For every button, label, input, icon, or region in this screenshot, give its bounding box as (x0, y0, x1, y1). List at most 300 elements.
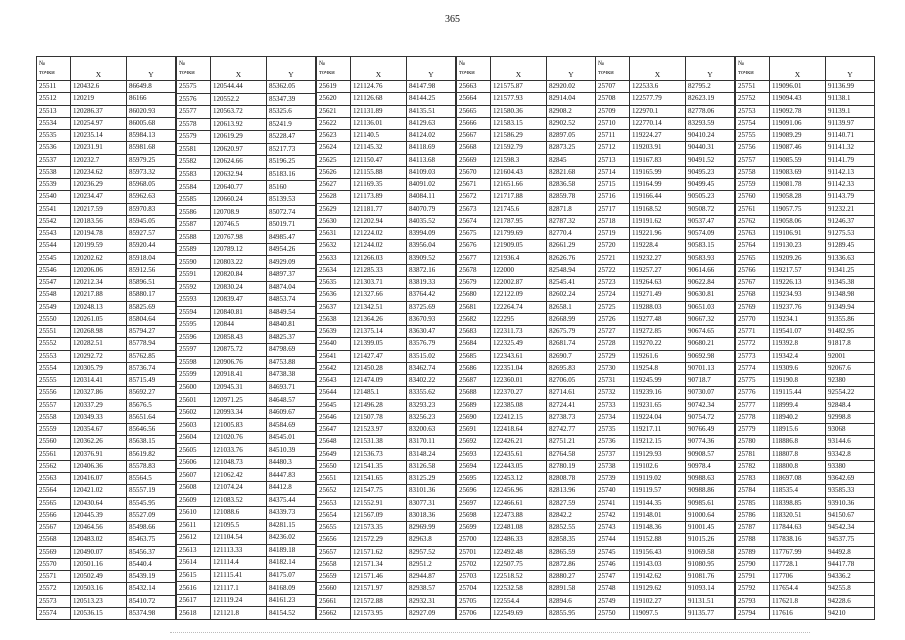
point-number-cell: 25648 (317, 436, 351, 448)
table-row (177, 507, 316, 520)
table-row (37, 436, 176, 448)
x-cell: 121799.69 (491, 228, 547, 240)
x-cell: 119058.28 (770, 191, 826, 203)
y-header: Y (686, 57, 735, 81)
x-cell: 122351.04 (491, 362, 547, 374)
table-row (37, 338, 176, 350)
x-cell: 120624.66 (211, 156, 267, 169)
table-row (736, 240, 875, 252)
x-cell: 120839.47 (211, 294, 267, 307)
point-number-cell: 25566 (37, 509, 71, 521)
table-row (596, 387, 735, 399)
point-number-cell: 25604 (177, 431, 211, 444)
x-cell: 119261.6 (630, 350, 686, 362)
point-number-cell: 25537 (37, 154, 71, 166)
point-number-cell: 25671 (457, 179, 491, 191)
y-cell: 82778.06 (686, 105, 735, 117)
table-row (457, 448, 596, 460)
x-cell: 121375.14 (351, 326, 407, 338)
table-row (596, 424, 735, 436)
table-row (37, 571, 176, 583)
point-number-cell: 25738 (596, 460, 630, 472)
table-row (317, 473, 456, 485)
point-number-cell: 25571 (37, 571, 71, 583)
y-cell: 90674.65 (686, 326, 735, 338)
x-cell: 120501.16 (71, 558, 127, 570)
x-cell: 119130.23 (770, 240, 826, 252)
y-cell: 85973.32 (127, 166, 176, 178)
y-cell: 85578.83 (127, 460, 176, 472)
table-row (177, 319, 316, 332)
y-cell: 90988.86 (686, 485, 735, 497)
point-number-cell: 25670 (457, 166, 491, 178)
x-cell: 120432.6 (71, 81, 127, 93)
point-number-cell: 25628 (317, 191, 351, 203)
table-row (317, 215, 456, 227)
table-row (596, 154, 735, 166)
y-cell: 85564.5 (127, 473, 176, 485)
header-point-word: точки (179, 68, 195, 76)
table-row (736, 166, 875, 178)
point-number-cell: 25789 (736, 546, 770, 558)
x-header: X (491, 57, 547, 81)
x-cell: 120660.24 (211, 193, 267, 206)
x-cell: 121586.29 (491, 130, 547, 142)
table-row (317, 534, 456, 546)
x-cell: 122360.01 (491, 375, 547, 387)
table-row (177, 106, 316, 119)
point-number-cell: 25721 (596, 252, 630, 264)
table-row (457, 387, 596, 399)
x-cell: 119309.6 (770, 362, 826, 374)
y-cell: 84147.98 (407, 81, 456, 93)
x-cell: 118697.08 (770, 473, 826, 485)
table-row (457, 166, 596, 178)
y-cell: 94492.8 (826, 546, 875, 558)
table-row (457, 350, 596, 362)
x-cell: 118940.2 (770, 411, 826, 423)
table-row (37, 546, 176, 558)
y-cell: 92380 (826, 375, 875, 387)
point-number-cell: 25696 (457, 485, 491, 497)
y-cell: 85196.25 (267, 156, 316, 169)
table-row (596, 179, 735, 191)
y-cell: 90410.24 (686, 130, 735, 142)
x-cell: 121474.09 (351, 375, 407, 387)
x-cell: 121575.87 (491, 81, 547, 93)
table-row (596, 583, 735, 595)
x-cell: 121531.38 (351, 436, 407, 448)
table-row (736, 460, 875, 472)
point-number-cell: 25770 (736, 313, 770, 325)
table-row (736, 534, 875, 546)
x-cell: 120421.02 (71, 485, 127, 497)
y-cell: 82545.41 (547, 277, 596, 289)
y-cell: 82658.1 (547, 301, 596, 313)
table-row (596, 497, 735, 509)
y-cell: 90574.09 (686, 228, 735, 240)
point-number-cell: 25741 (596, 497, 630, 509)
x-cell: 121020.76 (211, 431, 267, 444)
table-row (736, 607, 875, 619)
x-cell: 121507.78 (351, 411, 407, 423)
table-row (37, 595, 176, 607)
point-number-cell: 25675 (457, 228, 491, 240)
table-row (317, 338, 456, 350)
x-cell: 117728.1 (770, 558, 826, 570)
x-cell: 120464.56 (71, 522, 127, 534)
point-number-cell: 25593 (177, 294, 211, 307)
x-cell: 120232.7 (71, 154, 127, 166)
point-number-cell: 25747 (596, 571, 630, 583)
point-number-cell: 25545 (37, 252, 71, 264)
x-cell: 119094.43 (770, 93, 826, 105)
table-row (457, 595, 596, 607)
x-cell: 119271.49 (630, 289, 686, 301)
x-cell: 118999.4 (770, 399, 826, 411)
x-cell: 120217.88 (71, 289, 127, 301)
y-cell: 83148.24 (407, 448, 456, 460)
table-row (37, 558, 176, 570)
point-number-cell: 25538 (37, 166, 71, 178)
point-number-cell: 25746 (596, 558, 630, 570)
x-cell: 122518.52 (491, 571, 547, 583)
x-cell: 122122.09 (491, 289, 547, 301)
x-cell: 120563.72 (211, 106, 267, 119)
point-number-cell: 25588 (177, 231, 211, 244)
table-row (177, 218, 316, 231)
table-row (37, 424, 176, 436)
point-number-cell: 25778 (736, 411, 770, 423)
table-row (37, 105, 176, 117)
point-number-cell: 25612 (177, 532, 211, 545)
table-row (736, 313, 875, 325)
y-cell: 84070.79 (407, 203, 456, 215)
table-row (457, 81, 596, 93)
point-number-cell: 25637 (317, 301, 351, 313)
table-row (457, 534, 596, 546)
table-row (37, 252, 176, 264)
x-cell: 119092.78 (770, 105, 826, 117)
x-cell: 119342.4 (770, 350, 826, 362)
y-cell: 84118.69 (407, 142, 456, 154)
y-cell: 85651.64 (127, 411, 176, 423)
point-number-cell: 25722 (596, 264, 630, 276)
x-cell: 121117.1 (211, 582, 267, 595)
table-row (317, 460, 456, 472)
table-row (37, 277, 176, 289)
y-cell: 82920.02 (547, 81, 596, 93)
table-row (317, 424, 456, 436)
point-number-cell: 25719 (596, 228, 630, 240)
x-cell: 120840.81 (211, 306, 267, 319)
coordinate-table (456, 56, 596, 620)
point-number-cell: 25655 (317, 522, 351, 534)
x-cell: 120349.33 (71, 411, 127, 423)
table-row (317, 571, 456, 583)
x-cell: 119217.57 (770, 264, 826, 276)
header-num-sign: № (738, 60, 745, 68)
point-number-cell: 25678 (457, 264, 491, 276)
y-cell: 82872.86 (547, 558, 596, 570)
x-cell: 120219 (71, 93, 127, 105)
point-number-cell: 25687 (457, 375, 491, 387)
x-cell: 121033.76 (211, 444, 267, 457)
y-cell: 83819.33 (407, 277, 456, 289)
point-number-cell: 25587 (177, 218, 211, 231)
table-row (177, 181, 316, 194)
coordinate-table (735, 56, 875, 620)
y-cell: 85183.16 (267, 168, 316, 181)
table-row (177, 331, 316, 344)
y-cell: 85241.9 (267, 118, 316, 131)
y-cell: 85498.66 (127, 522, 176, 534)
table-row (736, 301, 875, 313)
y-cell: 93585.33 (826, 485, 875, 497)
point-number-cell: 25611 (177, 519, 211, 532)
y-cell: 83126.58 (407, 460, 456, 472)
x-cell: 120971.25 (211, 394, 267, 407)
x-cell: 119221.96 (630, 228, 686, 240)
y-cell: 82661.29 (547, 240, 596, 252)
table-row (736, 473, 875, 485)
point-number-cell: 25553 (37, 350, 71, 362)
y-cell: 83293.23 (407, 399, 456, 411)
point-number-cell: 25627 (317, 179, 351, 191)
y-header: Y (826, 57, 875, 81)
point-number-cell: 25619 (317, 81, 351, 93)
point-number-cell: 25573 (37, 595, 71, 607)
point-number-cell: 25547 (37, 277, 71, 289)
table-row (37, 350, 176, 362)
y-cell: 83170.11 (407, 436, 456, 448)
x-cell: 121583.15 (491, 117, 547, 129)
point-number-cell: 25549 (37, 301, 71, 313)
y-cell: 92554.22 (826, 387, 875, 399)
table-row (37, 154, 176, 166)
point-number-cell: 25672 (457, 191, 491, 203)
table-row (596, 289, 735, 301)
point-number-cell: 25633 (317, 252, 351, 264)
x-cell: 121787.95 (491, 215, 547, 227)
x-cell: 119232.27 (630, 252, 686, 264)
x-cell: 119245.99 (630, 375, 686, 387)
y-cell: 93068 (826, 424, 875, 436)
table-row (736, 252, 875, 264)
x-cell: 119096.01 (770, 81, 826, 93)
y-cell: 82764.58 (547, 448, 596, 460)
table-row (736, 497, 875, 509)
point-number-cell: 25558 (37, 411, 71, 423)
table-row (736, 117, 875, 129)
x-cell: 121303.71 (351, 277, 407, 289)
y-cell: 90730.07 (686, 387, 735, 399)
y-cell: 91341.25 (826, 264, 875, 276)
y-cell: 84129.63 (407, 117, 456, 129)
x-cell: 119191.62 (630, 215, 686, 227)
y-cell: 84853.74 (267, 294, 316, 307)
table-row (457, 338, 596, 350)
point-number-cell: 25752 (736, 93, 770, 105)
table-row (457, 215, 596, 227)
y-cell: 84412.8 (267, 482, 316, 495)
x-cell: 118320.51 (770, 509, 826, 521)
point-number-cell: 25589 (177, 243, 211, 256)
table-row (736, 595, 875, 607)
x-cell: 119119.57 (630, 485, 686, 497)
point-number-cell: 25654 (317, 509, 351, 521)
point-number-cell: 25570 (37, 558, 71, 570)
x-cell: 120268.98 (71, 326, 127, 338)
y-cell: 90583.93 (686, 252, 735, 264)
table-row (596, 436, 735, 448)
x-cell: 120918.41 (211, 369, 267, 382)
y-cell: 85374.98 (127, 607, 176, 619)
y-cell: 90742.34 (686, 399, 735, 411)
x-cell: 121342.51 (351, 301, 407, 313)
point-number-cell: 25556 (37, 387, 71, 399)
table-row (177, 143, 316, 156)
y-cell: 94336.2 (826, 571, 875, 583)
y-cell: 84144.25 (407, 93, 456, 105)
x-cell: 122473.88 (491, 509, 547, 521)
table-row (596, 485, 735, 497)
table-row (317, 411, 456, 423)
point-number-cell: 25600 (177, 381, 211, 394)
table-row (736, 424, 875, 436)
point-number-cell: 25617 (177, 594, 211, 607)
table-row (37, 240, 176, 252)
table-row (317, 154, 456, 166)
table-row (596, 117, 735, 129)
y-header: Y (127, 57, 176, 81)
point-number-cell: 25513 (37, 105, 71, 117)
y-cell: 82770.4 (547, 228, 596, 240)
table-row (596, 264, 735, 276)
x-cell: 121005.83 (211, 419, 267, 432)
y-cell: 84161.23 (267, 594, 316, 607)
y-cell: 82855.95 (547, 607, 596, 619)
y-cell: 82938.57 (407, 583, 456, 595)
table-row (317, 105, 456, 117)
point-number-cell: 25766 (736, 264, 770, 276)
point-number-cell: 25635 (317, 277, 351, 289)
x-cell: 120789.12 (211, 243, 267, 256)
point-number-cell: 25656 (317, 534, 351, 546)
table-row (736, 81, 875, 93)
table-row (37, 142, 176, 154)
x-cell: 121124.76 (351, 81, 407, 93)
y-cell: 85676.5 (127, 399, 176, 411)
x-cell: 119091.06 (770, 117, 826, 129)
point-number-cell: 25775 (736, 375, 770, 387)
x-cell: 122532.58 (491, 583, 547, 595)
table-row (596, 571, 735, 583)
x-cell: 118886.8 (770, 436, 826, 448)
point-number-cell: 25749 (596, 595, 630, 607)
x-cell: 121113.33 (211, 544, 267, 557)
y-cell: 82742.77 (547, 424, 596, 436)
x-cell: 122770.14 (630, 117, 686, 129)
y-cell: 85646.56 (127, 424, 176, 436)
table-row (37, 166, 176, 178)
x-cell: 120875.72 (211, 344, 267, 357)
y-cell: 91345.38 (826, 277, 875, 289)
x-cell: 121598.3 (491, 154, 547, 166)
x-header: X (71, 57, 127, 81)
table-row (177, 81, 316, 94)
x-cell: 120502.49 (71, 571, 127, 583)
y-cell: 84798.69 (267, 344, 316, 357)
y-cell: 82908.2 (547, 105, 596, 117)
point-number-cell: 25777 (736, 399, 770, 411)
y-cell: 82668.99 (547, 313, 596, 325)
point-number-cell: 25592 (177, 281, 211, 294)
y-cell: 82902.52 (547, 117, 596, 129)
table-row (177, 594, 316, 607)
y-cell: 94210 (826, 607, 875, 619)
y-cell: 85984.13 (127, 130, 176, 142)
x-cell: 120199.59 (71, 240, 127, 252)
point-number-cell: 25681 (457, 301, 491, 313)
table-row (177, 431, 316, 444)
point-number-cell: 25541 (37, 203, 71, 215)
x-cell: 121580.36 (491, 105, 547, 117)
x-cell: 120544.44 (211, 81, 267, 94)
table-row (37, 460, 176, 472)
y-cell: 84135.51 (407, 105, 456, 117)
y-cell: 91139.1 (826, 105, 875, 117)
point-number-cell: 25701 (457, 546, 491, 558)
x-cell: 122453.12 (491, 473, 547, 485)
point-number-cell: 25706 (457, 607, 491, 619)
y-cell: 91136.99 (826, 81, 875, 93)
y-cell: 86020.93 (127, 105, 176, 117)
x-cell: 121572.29 (351, 534, 407, 546)
x-cell: 121126.68 (351, 93, 407, 105)
y-cell: 82602.24 (547, 289, 596, 301)
table-row (317, 607, 456, 619)
y-cell: 82795.2 (686, 81, 735, 93)
table-row (457, 497, 596, 509)
y-cell: 85715.49 (127, 375, 176, 387)
point-number-cell: 25792 (736, 583, 770, 595)
point-number-cell: 25624 (317, 142, 351, 154)
y-cell: 82623.19 (686, 93, 735, 105)
x-cell: 120183.56 (71, 215, 127, 227)
x-cell: 118398.85 (770, 497, 826, 509)
y-cell: 82675.79 (547, 326, 596, 338)
y-cell: 85927.57 (127, 228, 176, 240)
point-number-cell: 25715 (596, 179, 630, 191)
point-number-cell: 25584 (177, 181, 211, 194)
y-cell: 90614.66 (686, 264, 735, 276)
x-cell: 120640.77 (211, 181, 267, 194)
point-number-cell: 25554 (37, 362, 71, 374)
table-row (457, 460, 596, 472)
table-row (736, 448, 875, 460)
x-cell: 121450.28 (351, 362, 407, 374)
x-header: X (630, 57, 686, 81)
header-point-word: точки (738, 68, 754, 76)
y-cell: 85794.27 (127, 326, 176, 338)
x-cell: 119164.99 (630, 179, 686, 191)
table-row (736, 583, 875, 595)
x-cell: 121062.42 (211, 469, 267, 482)
x-cell: 122412.15 (491, 411, 547, 423)
table-row (457, 117, 596, 129)
table-row (317, 387, 456, 399)
